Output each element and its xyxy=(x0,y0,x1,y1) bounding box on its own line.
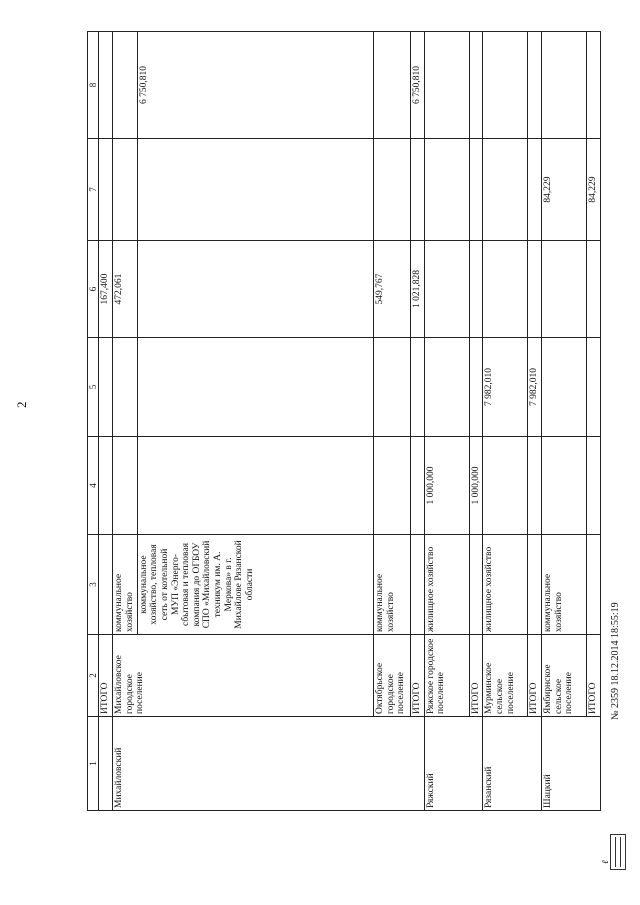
cell-col4 xyxy=(137,437,373,535)
table-row xyxy=(528,32,542,811)
cell-col5 xyxy=(112,338,137,437)
table-row xyxy=(410,32,424,811)
cell-col5 xyxy=(424,338,469,437)
cell-col8: 6 750,810 xyxy=(137,32,373,139)
cell-col4: 1 000,000 xyxy=(424,437,469,535)
cell-col6: 549,767 xyxy=(374,241,411,338)
cell-col6: 167,400 xyxy=(99,241,113,338)
cell-col8: 6 750,810 xyxy=(410,32,424,139)
cell-col7 xyxy=(410,139,424,241)
cell-col8 xyxy=(587,32,601,139)
cell-col5 xyxy=(469,338,483,437)
table-row xyxy=(587,32,601,811)
cell-col7 xyxy=(424,139,469,241)
cell-col5: 7 982,010 xyxy=(528,338,542,437)
cell-col6 xyxy=(483,241,528,338)
table-row xyxy=(374,32,411,811)
table-row xyxy=(542,32,587,811)
col-header-3: 3 xyxy=(88,535,99,635)
cell-district: Шацкий xyxy=(542,717,601,811)
cell-col6 xyxy=(587,241,601,338)
cell-col7 xyxy=(99,139,113,241)
cell-col5 xyxy=(587,338,601,437)
cell-col5 xyxy=(374,338,411,437)
cell-district: Михайловский xyxy=(112,717,424,811)
cell-col4 xyxy=(528,437,542,535)
cell-sector xyxy=(587,535,601,635)
cell-col8 xyxy=(542,32,587,139)
cell-col6: 1 021,828 xyxy=(410,241,424,338)
cell-col7 xyxy=(528,139,542,241)
col-header-4: 4 xyxy=(88,437,99,535)
cell-col6 xyxy=(137,241,373,338)
cell-sector xyxy=(410,535,424,635)
cell-district: Рязанский xyxy=(483,717,542,811)
col-header-7: 7 xyxy=(88,139,99,241)
cell-settlement: ИТОГО xyxy=(99,635,113,717)
document-registration-mark: № 2359 18.12.2014 18:55:19 xyxy=(610,602,621,720)
cell-col5 xyxy=(137,338,373,437)
cell-col6 xyxy=(528,241,542,338)
cell-col6 xyxy=(469,241,483,338)
cell-col4 xyxy=(483,437,528,535)
cell-col4 xyxy=(410,437,424,535)
cell-settlement: ИТОГО xyxy=(587,635,601,717)
cell-sector xyxy=(99,535,113,635)
cell-col7 xyxy=(374,139,411,241)
cell-sector xyxy=(528,535,542,635)
cell-col7 xyxy=(112,139,137,241)
cell-col8 xyxy=(112,32,137,139)
cell-col6 xyxy=(542,241,587,338)
table-row xyxy=(112,32,137,811)
cell-settlement: Мурминское сельское поселение xyxy=(483,635,528,717)
cell-col8 xyxy=(469,32,483,139)
cell-col8 xyxy=(483,32,528,139)
page-number: 2 xyxy=(14,401,29,408)
table-row xyxy=(483,32,528,811)
cell-settlement: ИТОГО xyxy=(528,635,542,717)
cell-col7 xyxy=(137,139,373,241)
col-header-5: 5 xyxy=(88,338,99,437)
cell-settlement: Ряжское городское поселение xyxy=(424,635,469,717)
cell-col4 xyxy=(112,437,137,535)
cell-settlement: Октябрьское городское поселение xyxy=(374,635,411,717)
cell-sector xyxy=(469,535,483,635)
budget-table-container xyxy=(87,32,601,811)
cell-settlement: ИТОГО xyxy=(469,635,483,717)
cell-settlement: Ямбирнское сельское поселение xyxy=(542,635,587,717)
table-row xyxy=(99,32,113,811)
cell-col4 xyxy=(542,437,587,535)
cell-col7: 84,229 xyxy=(587,139,601,241)
registration-stamp-icon: ℓ xyxy=(602,836,632,870)
cell-sector: коммунальное хозяйство xyxy=(542,535,587,635)
cell-col7 xyxy=(483,139,528,241)
table-row xyxy=(469,32,483,811)
cell-col5 xyxy=(410,338,424,437)
cell-col8 xyxy=(424,32,469,139)
cell-col4 xyxy=(374,437,411,535)
budget-table xyxy=(87,31,601,811)
cell-col8 xyxy=(374,32,411,139)
cell-sector: коммунальное хозяйство, тепловая сеть от котельной МУП «Энерго-сбытовая и тепловая компания до ОГБОУ СПО «Михайловский техникум им. А. Меркова» в г. Михайлове Рязанской области xyxy=(137,535,373,635)
cell-col6 xyxy=(424,241,469,338)
cell-col8 xyxy=(99,32,113,139)
cell-col7: 84,229 xyxy=(542,139,587,241)
cell-col5 xyxy=(99,338,113,437)
table-row xyxy=(424,32,469,811)
cell-col4 xyxy=(99,437,113,535)
cell-col6: 472,061 xyxy=(112,241,137,338)
cell-sector: коммунальное хозяйство xyxy=(374,535,411,635)
cell-col5: 7 982,010 xyxy=(483,338,528,437)
cell-district xyxy=(99,717,113,811)
col-header-8: 8 xyxy=(88,32,99,139)
cell-col5 xyxy=(542,338,587,437)
cell-sector: коммунальное хозяйство xyxy=(112,535,137,635)
cell-col7 xyxy=(469,139,483,241)
cell-col4: 1 000,000 xyxy=(469,437,483,535)
cell-sector: жилищное хозяйство xyxy=(483,535,528,635)
cell-sector: жилищное хозяйство xyxy=(424,535,469,635)
cell-settlement: ИТОГО xyxy=(410,635,424,717)
cell-col4 xyxy=(587,437,601,535)
col-header-6: 6 xyxy=(88,241,99,338)
header-row xyxy=(88,32,99,811)
cell-settlement: Михайловское городское поселение xyxy=(112,635,373,717)
col-header-2: 2 xyxy=(88,635,99,717)
cell-district: Ряжский xyxy=(424,717,483,811)
cell-col8 xyxy=(528,32,542,139)
col-header-1: 1 xyxy=(88,717,99,811)
